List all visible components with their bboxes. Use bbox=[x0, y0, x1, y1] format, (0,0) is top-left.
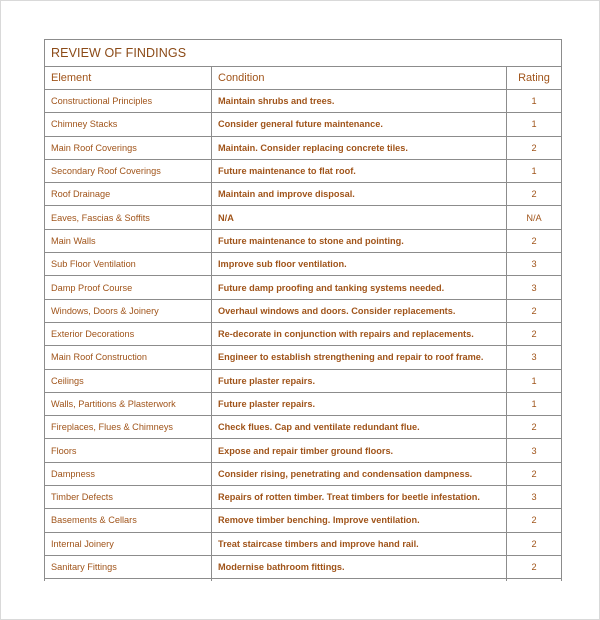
condition-cell: N/A bbox=[212, 206, 507, 229]
condition-cell: Future plaster repairs. bbox=[212, 369, 507, 392]
element-cell: Sub Floor Ventilation bbox=[45, 253, 212, 276]
condition-cell: Improve sub floor ventilation. bbox=[212, 253, 507, 276]
rating-cell: 2 bbox=[507, 555, 562, 578]
rating-cell: 3 bbox=[507, 486, 562, 509]
element-cell: Constructional Principles bbox=[45, 90, 212, 113]
continuation-cell bbox=[507, 579, 562, 582]
table-row bbox=[45, 113, 562, 136]
table-row bbox=[45, 159, 562, 182]
condition-cell: Consider rising, penetrating and condensation dampness. bbox=[212, 462, 507, 485]
element-cell: Timber Defects bbox=[45, 486, 212, 509]
element-cell: Basements & Cellars bbox=[45, 509, 212, 532]
table-row bbox=[45, 486, 562, 509]
rating-column-header: Rating bbox=[507, 67, 562, 90]
table-row bbox=[45, 276, 562, 299]
continuation-cell bbox=[212, 579, 507, 582]
rating-cell: 1 bbox=[507, 113, 562, 136]
findings-table bbox=[44, 39, 562, 581]
element-cell: Fireplaces, Flues & Chimneys bbox=[45, 416, 212, 439]
rating-cell: 2 bbox=[507, 322, 562, 345]
element-cell: Dampness bbox=[45, 462, 212, 485]
table-row bbox=[45, 555, 562, 578]
condition-cell: Future plaster repairs. bbox=[212, 392, 507, 415]
element-cell: Walls, Partitions & Plasterwork bbox=[45, 392, 212, 415]
rating-cell: 3 bbox=[507, 253, 562, 276]
table-row bbox=[45, 369, 562, 392]
rating-cell: 1 bbox=[507, 90, 562, 113]
findings-body bbox=[45, 90, 562, 582]
condition-cell: Engineer to establish strengthening and repair to roof frame. bbox=[212, 346, 507, 369]
rating-cell: 1 bbox=[507, 159, 562, 182]
element-cell: Sanitary Fittings bbox=[45, 555, 212, 578]
table-row bbox=[45, 90, 562, 113]
table-row bbox=[45, 416, 562, 439]
table-row bbox=[45, 346, 562, 369]
rating-cell: 2 bbox=[507, 509, 562, 532]
condition-cell: Future maintenance to stone and pointing. bbox=[212, 229, 507, 252]
element-cell: Windows, Doors & Joinery bbox=[45, 299, 212, 322]
rating-cell: 3 bbox=[507, 346, 562, 369]
table-row bbox=[45, 253, 562, 276]
rating-cell: 3 bbox=[507, 439, 562, 462]
condition-cell: Consider general future maintenance. bbox=[212, 113, 507, 136]
element-cell: Eaves, Fascias & Soffits bbox=[45, 206, 212, 229]
condition-cell: Maintain shrubs and trees. bbox=[212, 90, 507, 113]
condition-cell: Maintain and improve disposal. bbox=[212, 183, 507, 206]
element-cell: Main Roof Coverings bbox=[45, 136, 212, 159]
condition-cell: Remove timber benching. Improve ventilation. bbox=[212, 509, 507, 532]
table-row bbox=[45, 206, 562, 229]
table-row bbox=[45, 462, 562, 485]
element-cell: Chimney Stacks bbox=[45, 113, 212, 136]
rating-cell: 2 bbox=[507, 462, 562, 485]
condition-cell: Re-decorate in conjunction with repairs and replacements. bbox=[212, 322, 507, 345]
table-row bbox=[45, 322, 562, 345]
element-cell: Exterior Decorations bbox=[45, 322, 212, 345]
condition-cell: Treat staircase timbers and improve hand rail. bbox=[212, 532, 507, 555]
rating-cell: 1 bbox=[507, 369, 562, 392]
table-row bbox=[45, 299, 562, 322]
table-row bbox=[45, 392, 562, 415]
rating-cell: 2 bbox=[507, 299, 562, 322]
rating-cell: 1 bbox=[507, 392, 562, 415]
header-row bbox=[45, 67, 562, 90]
table-row bbox=[45, 183, 562, 206]
condition-cell: Expose and repair timber ground floors. bbox=[212, 439, 507, 462]
element-cell: Secondary Roof Coverings bbox=[45, 159, 212, 182]
condition-cell: Future maintenance to flat roof. bbox=[212, 159, 507, 182]
element-cell: Ceilings bbox=[45, 369, 212, 392]
rating-cell: 2 bbox=[507, 229, 562, 252]
table-row bbox=[45, 229, 562, 252]
table-continuation-row bbox=[45, 579, 562, 582]
element-cell: Floors bbox=[45, 439, 212, 462]
table-row bbox=[45, 136, 562, 159]
condition-cell: Repairs of rotten timber. Treat timbers for beetle infestation. bbox=[212, 486, 507, 509]
element-cell: Internal Joinery bbox=[45, 532, 212, 555]
rating-cell: 2 bbox=[507, 416, 562, 439]
table-title-row bbox=[45, 40, 562, 67]
element-column-header: Element bbox=[45, 67, 212, 90]
condition-cell: Future damp proofing and tanking systems needed. bbox=[212, 276, 507, 299]
rating-cell: 2 bbox=[507, 136, 562, 159]
rating-cell: 2 bbox=[507, 532, 562, 555]
table-row bbox=[45, 509, 562, 532]
condition-cell: Overhaul windows and doors. Consider replacements. bbox=[212, 299, 507, 322]
continuation-cell bbox=[45, 579, 212, 582]
element-cell: Damp Proof Course bbox=[45, 276, 212, 299]
element-cell: Main Walls bbox=[45, 229, 212, 252]
condition-cell: Maintain. Consider replacing concrete tiles. bbox=[212, 136, 507, 159]
table-title: REVIEW OF FINDINGS bbox=[45, 40, 562, 67]
condition-cell: Check flues. Cap and ventilate redundant flue. bbox=[212, 416, 507, 439]
table-row bbox=[45, 532, 562, 555]
rating-cell: N/A bbox=[507, 206, 562, 229]
element-cell: Roof Drainage bbox=[45, 183, 212, 206]
rating-cell: 3 bbox=[507, 276, 562, 299]
element-cell: Main Roof Construction bbox=[45, 346, 212, 369]
rating-cell: 2 bbox=[507, 183, 562, 206]
table-row bbox=[45, 439, 562, 462]
condition-cell: Modernise bathroom fittings. bbox=[212, 555, 507, 578]
condition-column-header: Condition bbox=[212, 67, 507, 90]
